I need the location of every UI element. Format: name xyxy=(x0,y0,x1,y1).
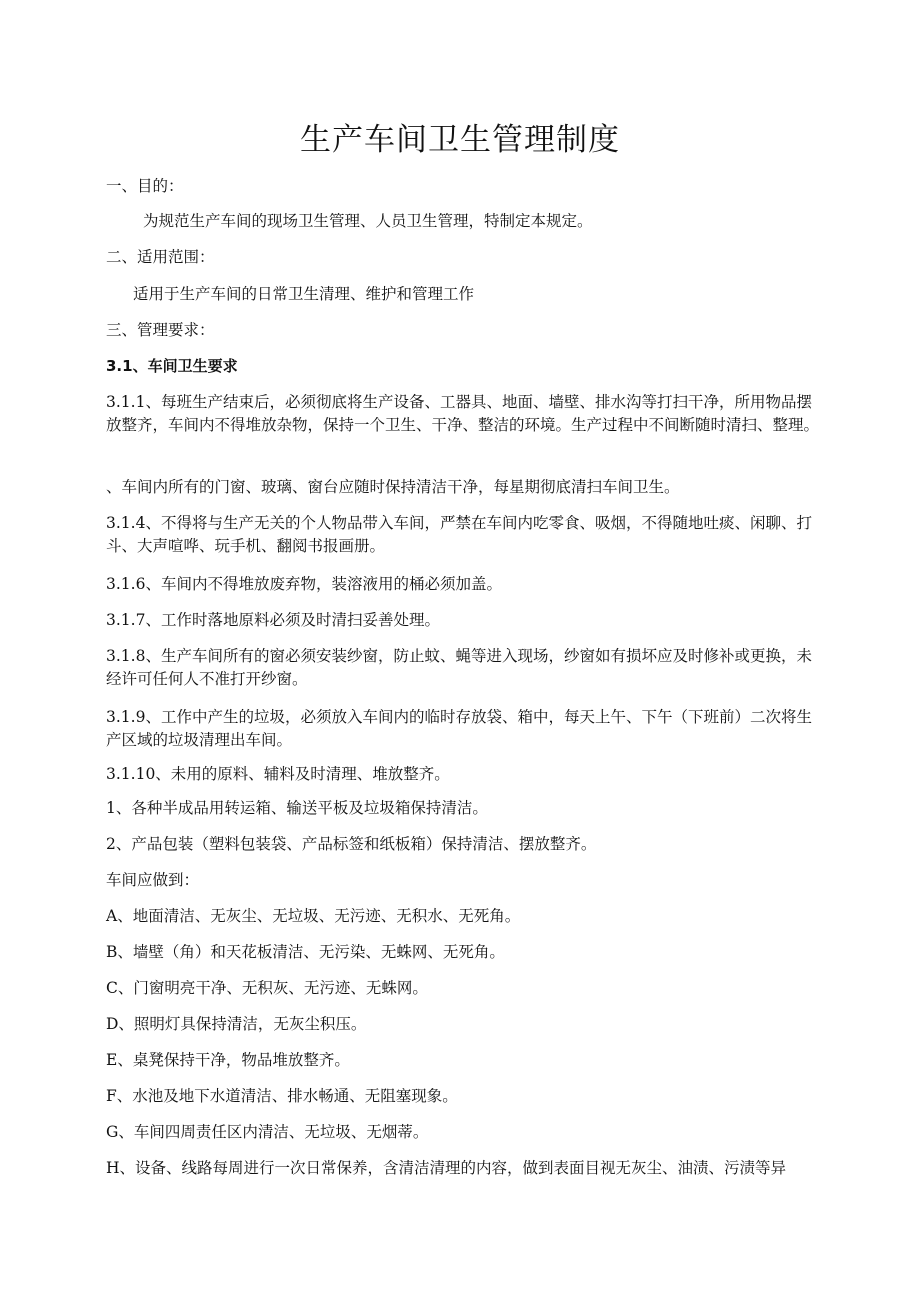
document-title: 生产车间卫生管理制度 xyxy=(300,122,620,158)
item-D: D、照明灯具保持清洁，无灰尘积压。 xyxy=(106,1015,367,1033)
item-3-1-7: 3.1.7、工作时落地原料必须及时清扫妥善处理。 xyxy=(106,611,440,629)
purpose-heading: 一、目的： xyxy=(106,177,184,195)
item-3-1-4: 3.1.4、不得将与生产无关的个人物品带入车间，严禁在车间内吃零食、吸烟，不得随地吐痰、闲聊、打斗、大声喧哗、玩手机、翻阅书报画册。 xyxy=(106,514,812,555)
item-G: G、车间四周责任区内清洁、无垃圾、无烟蒂。 xyxy=(106,1123,429,1141)
item-windows: 、车间内所有的门窗、玻璃、窗台应随时保持清洁干净，每星期彻底清扫车间卫生。 xyxy=(106,478,680,496)
item-C: C、门窗明亮干净、无积灰、无污迹、无蛛网。 xyxy=(106,979,428,997)
item-F: F、水池及地下水道清洁、排水畅通、无阻塞现象。 xyxy=(106,1087,458,1105)
scope-heading: 二、适用范围： xyxy=(106,248,215,266)
requirements-heading: 三、管理要求： xyxy=(106,321,215,339)
item-3-1-10: 3.1.10、未用的原料、辅料及时清理、堆放整齐。 xyxy=(106,765,450,783)
purpose-text: 为规范生产车间的现场卫生管理、人员卫生管理，特制定本规定。 xyxy=(143,212,593,230)
item-H: H、设备、线路每周进行一次日常保养，含清洁清理的内容，做到表面目视无灰尘、油渍、污渍等异 xyxy=(106,1159,787,1177)
item-3-1-1: 3.1.1、每班生产结束后，必须彻底将生产设备、工器具、地面、墙壁、排水沟等打扫干净，所用物品摆放整齐，车间内不得堆放杂物，保持一个卫生、干净、整洁的环境。生产过程中不间断随时清扫、整理。 xyxy=(106,393,820,434)
item-2: 2、产品包装（塑料包装袋、产品标签和纸板箱）保持清洁、摆放整齐。 xyxy=(106,835,597,853)
should-heading: 车间应做到： xyxy=(106,871,200,889)
item-3-1-6: 3.1.6、车间内不得堆放废弃物，装溶液用的桶必须加盖。 xyxy=(106,575,502,593)
sub-heading-3-1: 3.1、车间卫生要求 xyxy=(106,357,238,375)
item-B: B、墙壁（角）和天花板清洁、无污染、无蛛网、无死角。 xyxy=(106,943,505,961)
item-1: 1、各种半成品用转运箱、输送平板及垃圾箱保持清洁。 xyxy=(106,799,488,817)
item-A: A、地面清洁、无灰尘、无垃圾、无污迹、无积水、无死角。 xyxy=(106,907,521,925)
item-3-1-8: 3.1.8、生产车间所有的窗必须安装纱窗，防止蚊、蝇等进入现场，纱窗如有损坏应及时修补或更换，未经许可任何人不准打开纱窗。 xyxy=(106,647,812,688)
scope-text: 适用于生产车间的日常卫生清理、维护和管理工作 xyxy=(133,285,475,303)
item-3-1-9: 3.1.9、工作中产生的垃圾，必须放入车间内的临时存放袋、箱中，每天上午、下午（下班前）二次将生产区域的垃圾清理出车间。 xyxy=(106,708,812,749)
item-E: E、桌凳保持干净，物品堆放整齐。 xyxy=(106,1051,350,1069)
